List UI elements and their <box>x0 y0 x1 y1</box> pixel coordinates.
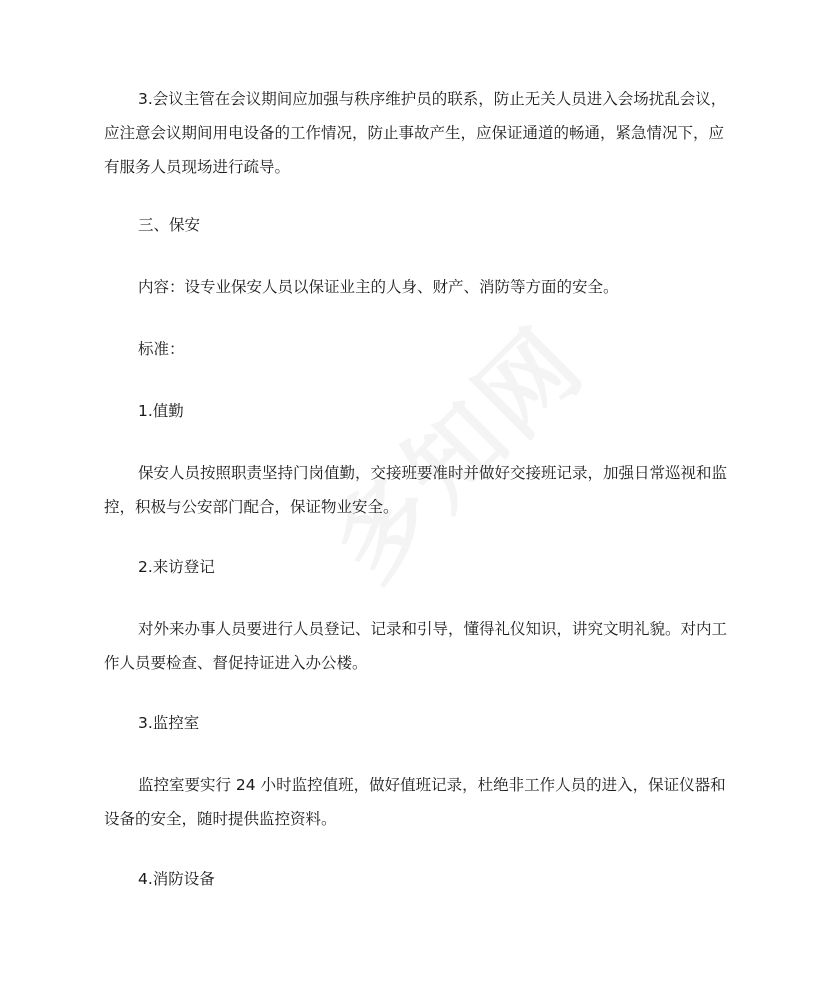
paragraph-content: 内容：设专业保安人员以保证业主的人身、财产、消防等方面的安全。 <box>138 278 619 296</box>
paragraph-duty: 保安人员按照职责坚持门岗值勤，交接班要准时并做好交接班记录，加强日常巡视和监控，积极与公安部门配合，保证物业安全。 <box>104 464 728 516</box>
paragraph-standard-label: 标准： <box>138 340 185 358</box>
paragraph-meeting-supervisor: 3.会议主管在会议期间应加强与秩序维护员的联系，防止无关人员进入会场扰乱会议，应注意会议期间用电设备的工作情况，防止事故产生，应保证通道的畅通，紧急情况下，应有服务人员现场进行疏导。 <box>104 90 727 176</box>
subheading-visitor-registration: 2.来访登记 <box>138 558 215 576</box>
subheading-fire-equipment: 4.消防设备 <box>138 870 215 888</box>
paragraph-visitor-registration: 对外来办事人员要进行人员登记、记录和引导，懂得礼仪知识，讲究文明礼貌。对内工作人员要检查、督促持证进入办公楼。 <box>104 620 728 672</box>
section-heading-security: 三、保安 <box>138 216 201 234</box>
paragraph-monitoring-room: 监控室要实行 24 小时监控值班，做好值班记录，杜绝非工作人员的进入，保证仪器和设备的安全，随时提供监控资料。 <box>104 776 726 828</box>
subheading-monitoring-room: 3.监控室 <box>138 714 200 732</box>
subheading-duty: 1.值勤 <box>138 402 184 420</box>
